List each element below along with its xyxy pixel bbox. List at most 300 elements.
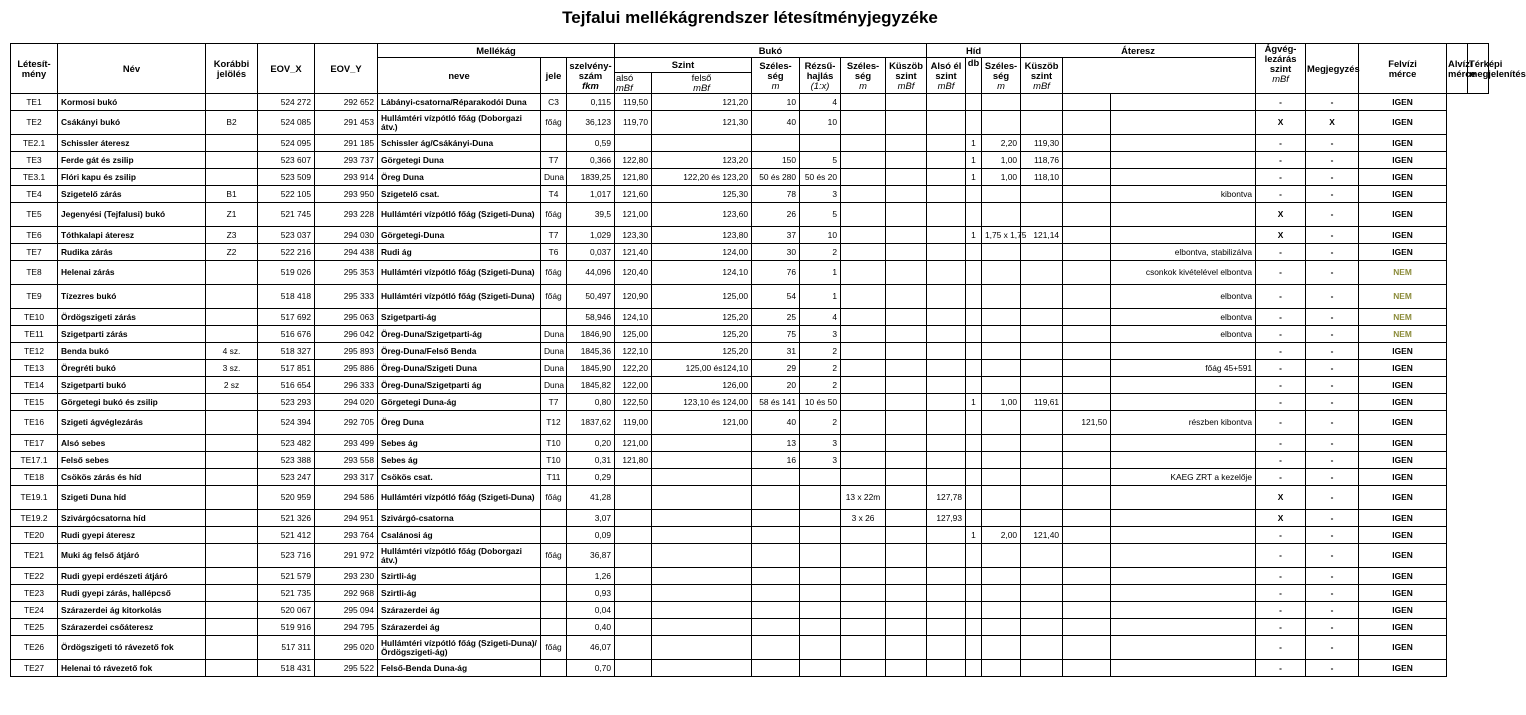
cell-terkepi: IGEN — [1359, 469, 1447, 486]
cell-alvizi: - — [1306, 619, 1359, 636]
cell-megjegyzes — [1111, 203, 1256, 227]
table-header — [11, 43, 1526, 94]
cell-hid-also-el — [927, 227, 966, 244]
cell-letesitmeny: TE12 — [11, 343, 58, 360]
cell-eov-y: 292 705 — [315, 411, 378, 435]
cell-felvizi: - — [1256, 377, 1306, 394]
cell-felvizi: - — [1256, 636, 1306, 660]
table-row — [11, 111, 1489, 135]
cell-szint-also: 119,50 — [615, 94, 652, 111]
group-mellekag: Mellékág — [378, 44, 615, 58]
cell-felvizi: - — [1256, 343, 1306, 360]
cell-szint-felso: 123,10 és 124,00 — [652, 394, 752, 411]
cell-szint-also: 120,90 — [615, 285, 652, 309]
cell-szelvenyszam: 0,31 — [567, 452, 615, 469]
table-row — [11, 602, 1489, 619]
cell-ateresz-db — [966, 660, 982, 677]
cell-megjegyzes — [1111, 377, 1256, 394]
cell-buko-szelesseg: 75 — [752, 326, 800, 343]
cell-agveglezaras — [1063, 186, 1111, 203]
cell-korabbi — [206, 527, 258, 544]
cell-rezsuhajlas: 2 — [800, 244, 841, 261]
cell-jele: főág — [541, 486, 567, 510]
cell-nev: Szigeti ágvéglezárás — [58, 411, 206, 435]
cell-nev: Jegenyési (Tejfalusi) bukó — [58, 203, 206, 227]
cell-nev: Szigetelő zárás — [58, 186, 206, 203]
cell-megjegyzes: elbontva — [1111, 285, 1256, 309]
cell-ateresz-kuszob — [1021, 360, 1063, 377]
cell-agveglezaras — [1063, 510, 1111, 527]
cell-ateresz-szelesseg — [982, 343, 1021, 360]
cell-felvizi: X — [1256, 227, 1306, 244]
cell-jele: T7 — [541, 152, 567, 169]
cell-szint-felso — [652, 135, 752, 152]
cell-agveglezaras — [1063, 544, 1111, 568]
cell-korabbi — [206, 152, 258, 169]
cell-ateresz-szelesseg — [982, 486, 1021, 510]
cell-korabbi — [206, 619, 258, 636]
cell-felvizi: - — [1256, 568, 1306, 585]
cell-letesitmeny: TE4 — [11, 186, 58, 203]
cell-eov-x: 521 745 — [258, 203, 315, 227]
cell-megjegyzes: elbontva, stabilizálva — [1111, 244, 1256, 261]
cell-felvizi: - — [1256, 135, 1306, 152]
cell-ateresz-kuszob: 118,76 — [1021, 152, 1063, 169]
cell-szint-also — [615, 660, 652, 677]
cell-hid-szelesseg — [841, 343, 886, 360]
cell-ateresz-szelesseg — [982, 203, 1021, 227]
cell-alvizi: - — [1306, 152, 1359, 169]
table-row — [11, 510, 1489, 527]
cell-terkepi: IGEN — [1359, 568, 1447, 585]
cell-jele: T7 — [541, 394, 567, 411]
cell-hid-also-el — [927, 261, 966, 285]
cell-jele: Duna — [541, 360, 567, 377]
cell-terkepi: IGEN — [1359, 186, 1447, 203]
cell-eov-y: 295 333 — [315, 285, 378, 309]
cell-alvizi: - — [1306, 135, 1359, 152]
cell-szint-also — [615, 636, 652, 660]
col-eov-x: EOV_X — [258, 44, 315, 94]
cell-megjegyzes: elbontva — [1111, 326, 1256, 343]
cell-jele: T6 — [541, 244, 567, 261]
cell-korabbi — [206, 452, 258, 469]
cell-buko-szelesseg — [752, 568, 800, 585]
cell-eov-x: 523 509 — [258, 169, 315, 186]
table-row — [11, 411, 1489, 435]
cell-jele: C3 — [541, 94, 567, 111]
cell-szint-also — [615, 602, 652, 619]
cell-szelvenyszam: 1839,25 — [567, 169, 615, 186]
cell-ateresz-db — [966, 309, 982, 326]
cell-buko-szelesseg: 26 — [752, 203, 800, 227]
cell-nev: Ördögszigeti tó rávezető fok — [58, 636, 206, 660]
col-felvizi-merce: Felvízi mérce — [1359, 44, 1447, 94]
cell-letesitmeny: TE9 — [11, 285, 58, 309]
cell-korabbi — [206, 394, 258, 411]
cell-felvizi: - — [1256, 544, 1306, 568]
table-row — [11, 326, 1489, 343]
cell-ateresz-db — [966, 186, 982, 203]
cell-terkepi: IGEN — [1359, 619, 1447, 636]
cell-mellekag-neve: Szigetparti-ág — [378, 309, 541, 326]
cell-mellekag-neve: Hullámtéri vízpótló főág (Doborgazi átv.) — [378, 544, 541, 568]
cell-ateresz-szelesseg — [982, 452, 1021, 469]
cell-szint-felso — [652, 585, 752, 602]
cell-letesitmeny: TE17 — [11, 435, 58, 452]
cell-szint-felso: 123,80 — [652, 227, 752, 244]
cell-eov-y: 293 228 — [315, 203, 378, 227]
cell-hid-kuszob — [886, 660, 927, 677]
cell-terkepi: IGEN — [1359, 544, 1447, 568]
cell-korabbi — [206, 602, 258, 619]
cell-eov-y: 293 737 — [315, 152, 378, 169]
cell-hid-szelesseg — [841, 636, 886, 660]
cell-mellekag-neve: Görgetegi Duna-ág — [378, 394, 541, 411]
cell-hid-kuszob — [886, 111, 927, 135]
cell-korabbi: B1 — [206, 186, 258, 203]
cell-szelvenyszam: 36,87 — [567, 544, 615, 568]
cell-rezsuhajlas — [800, 660, 841, 677]
cell-letesitmeny: TE14 — [11, 377, 58, 394]
cell-nev: Csákányi bukó — [58, 111, 206, 135]
cell-eov-x: 516 654 — [258, 377, 315, 394]
cell-korabbi — [206, 94, 258, 111]
cell-ateresz-db — [966, 452, 982, 469]
cell-megjegyzes — [1111, 435, 1256, 452]
cell-buko-szelesseg: 150 — [752, 152, 800, 169]
cell-felvizi: - — [1256, 326, 1306, 343]
cell-buko-szelesseg: 50 és 280 — [752, 169, 800, 186]
cell-agveglezaras — [1063, 203, 1111, 227]
table-row — [11, 135, 1489, 152]
cell-ateresz-db: 1 — [966, 169, 982, 186]
table-row — [11, 377, 1489, 394]
cell-megjegyzes — [1111, 602, 1256, 619]
cell-szelvenyszam: 0,93 — [567, 585, 615, 602]
cell-hid-kuszob — [886, 568, 927, 585]
cell-ateresz-szelesseg: 2,20 — [982, 135, 1021, 152]
cell-terkepi: IGEN — [1359, 169, 1447, 186]
cell-szint-felso — [652, 602, 752, 619]
cell-szelvenyszam: 1837,62 — [567, 411, 615, 435]
col-szint-felso-unit: mBf — [693, 82, 710, 93]
cell-letesitmeny: TE6 — [11, 227, 58, 244]
cell-szint-also — [615, 135, 652, 152]
table-row — [11, 343, 1489, 360]
cell-hid-kuszob — [886, 544, 927, 568]
cell-alvizi: - — [1306, 227, 1359, 244]
cell-hid-szelesseg — [841, 285, 886, 309]
cell-szint-also: 121,40 — [615, 244, 652, 261]
cell-ateresz-db — [966, 585, 982, 602]
cell-mellekag-neve: Görgetegi Duna — [378, 152, 541, 169]
cell-megjegyzes: főág 45+591 — [1111, 360, 1256, 377]
cell-szint-also: 121,60 — [615, 186, 652, 203]
cell-eov-y: 291 453 — [315, 111, 378, 135]
col-nev: Név — [58, 44, 206, 94]
cell-agveglezaras — [1063, 636, 1111, 660]
cell-szint-felso: 125,30 — [652, 186, 752, 203]
cell-agveglezaras — [1063, 360, 1111, 377]
cell-eov-x: 521 735 — [258, 585, 315, 602]
cell-jele — [541, 585, 567, 602]
cell-mellekag-neve: Lábányi-csatorna/Réparakodói Duna — [378, 94, 541, 111]
cell-letesitmeny: TE23 — [11, 585, 58, 602]
cell-jele: Duna — [541, 377, 567, 394]
cell-terkepi: NEM — [1359, 285, 1447, 309]
cell-ateresz-db — [966, 261, 982, 285]
col-hid-also-el-szint — [927, 58, 966, 94]
cell-letesitmeny: TE7 — [11, 244, 58, 261]
cell-ateresz-db — [966, 486, 982, 510]
cell-szelvenyszam: 0,29 — [567, 469, 615, 486]
cell-terkepi: IGEN — [1359, 527, 1447, 544]
cell-letesitmeny: TE18 — [11, 469, 58, 486]
cell-rezsuhajlas — [800, 510, 841, 527]
cell-felvizi: - — [1256, 94, 1306, 111]
cell-hid-kuszob — [886, 309, 927, 326]
cell-eov-y: 295 893 — [315, 343, 378, 360]
cell-terkepi: IGEN — [1359, 602, 1447, 619]
cell-ateresz-szelesseg — [982, 568, 1021, 585]
cell-agveglezaras — [1063, 227, 1111, 244]
cell-eov-x: 520 959 — [258, 486, 315, 510]
cell-ateresz-szelesseg: 1,75 x 1,75 — [982, 227, 1021, 244]
cell-mellekag-neve: Hullámtéri vízpótló főág (Szigeti-Duna) — [378, 261, 541, 285]
cell-rezsuhajlas: 3 — [800, 452, 841, 469]
cell-mellekag-neve: Hullámtéri vízpótló főág (Doborgazi átv.) — [378, 111, 541, 135]
cell-alvizi: - — [1306, 244, 1359, 261]
cell-letesitmeny: TE20 — [11, 527, 58, 544]
cell-hid-also-el — [927, 135, 966, 152]
cell-hid-kuszob — [886, 244, 927, 261]
cell-letesitmeny: TE21 — [11, 544, 58, 568]
cell-hid-szelesseg — [841, 152, 886, 169]
cell-ateresz-szelesseg: 2,00 — [982, 527, 1021, 544]
cell-szint-felso: 123,60 — [652, 203, 752, 227]
cell-ateresz-db — [966, 435, 982, 452]
cell-megjegyzes — [1111, 636, 1256, 660]
cell-ateresz-szelesseg — [982, 377, 1021, 394]
cell-terkepi: IGEN — [1359, 486, 1447, 510]
cell-hid-szelesseg — [841, 135, 886, 152]
cell-buko-szelesseg — [752, 636, 800, 660]
cell-mellekag-neve: Rudi ág — [378, 244, 541, 261]
cell-hid-kuszob — [886, 152, 927, 169]
cell-megjegyzes — [1111, 111, 1256, 135]
cell-ateresz-db — [966, 203, 982, 227]
cell-mellekag-neve: Szirtli-ág — [378, 568, 541, 585]
cell-terkepi: IGEN — [1359, 343, 1447, 360]
cell-szint-also: 121,00 — [615, 435, 652, 452]
col-hid-also-el-unit: mBf — [937, 79, 955, 91]
table-row — [11, 285, 1489, 309]
cell-eov-x: 518 327 — [258, 343, 315, 360]
cell-ateresz-db — [966, 244, 982, 261]
cell-hid-kuszob — [886, 135, 927, 152]
cell-terkepi: IGEN — [1359, 452, 1447, 469]
table-row — [11, 169, 1489, 186]
cell-szint-felso: 124,00 — [652, 244, 752, 261]
cell-hid-kuszob — [886, 527, 927, 544]
cell-ateresz-db — [966, 411, 982, 435]
cell-ateresz-kuszob — [1021, 660, 1063, 677]
cell-eov-x: 523 482 — [258, 435, 315, 452]
cell-eov-x: 521 412 — [258, 527, 315, 544]
cell-nev: Csökös zárás és híd — [58, 469, 206, 486]
cell-letesitmeny: TE15 — [11, 394, 58, 411]
cell-szint-also: 119,00 — [615, 411, 652, 435]
cell-hid-szelesseg — [841, 544, 886, 568]
cell-buko-szelesseg — [752, 660, 800, 677]
cell-ateresz-kuszob — [1021, 568, 1063, 585]
cell-hid-szelesseg — [841, 568, 886, 585]
cell-korabbi: Z3 — [206, 227, 258, 244]
cell-szint-also: 122,50 — [615, 394, 652, 411]
group-hid: Híd — [927, 44, 1021, 58]
cell-mellekag-neve: Csökös csat. — [378, 469, 541, 486]
cell-rezsuhajlas — [800, 585, 841, 602]
cell-terkepi: IGEN — [1359, 111, 1447, 135]
cell-buko-szelesseg: 40 — [752, 411, 800, 435]
cell-megjegyzes: részben kibontva — [1111, 411, 1256, 435]
cell-alvizi: - — [1306, 510, 1359, 527]
cell-hid-kuszob — [886, 435, 927, 452]
cell-felvizi: - — [1256, 244, 1306, 261]
cell-terkepi: NEM — [1359, 261, 1447, 285]
table-row — [11, 203, 1489, 227]
cell-szint-felso — [652, 452, 752, 469]
cell-terkepi: IGEN — [1359, 135, 1447, 152]
cell-szint-felso — [652, 619, 752, 636]
facility-table-container — [10, 43, 1526, 677]
cell-rezsuhajlas — [800, 527, 841, 544]
cell-megjegyzes: kibontva — [1111, 186, 1256, 203]
cell-nev: Schissler áteresz — [58, 135, 206, 152]
cell-megjegyzes — [1111, 544, 1256, 568]
cell-nev: Kormosi bukó — [58, 94, 206, 111]
cell-ateresz-db — [966, 326, 982, 343]
cell-buko-szelesseg: 10 — [752, 94, 800, 111]
cell-felvizi: - — [1256, 435, 1306, 452]
cell-felvizi: X — [1256, 486, 1306, 510]
cell-alvizi: - — [1306, 469, 1359, 486]
cell-buko-szelesseg: 78 — [752, 186, 800, 203]
cell-mellekag-neve: Hullámtéri vízpótló főág (Szigeti-Duna)/Ördögszigeti-ág) — [378, 636, 541, 660]
cell-rezsuhajlas: 1 — [800, 261, 841, 285]
cell-jele: Duna — [541, 343, 567, 360]
cell-hid-kuszob — [886, 203, 927, 227]
cell-hid-szelesseg — [841, 527, 886, 544]
cell-szint-felso: 124,10 — [652, 261, 752, 285]
cell-eov-x: 523 716 — [258, 544, 315, 568]
cell-eov-y: 293 499 — [315, 435, 378, 452]
cell-nev: Flóri kapu és zsilip — [58, 169, 206, 186]
cell-szint-also: 122,80 — [615, 152, 652, 169]
cell-agveglezaras — [1063, 169, 1111, 186]
cell-ateresz-szelesseg: 1,00 — [982, 394, 1021, 411]
cell-korabbi: B2 — [206, 111, 258, 135]
cell-rezsuhajlas: 2 — [800, 343, 841, 360]
cell-ateresz-db — [966, 469, 982, 486]
cell-buko-szelesseg — [752, 585, 800, 602]
cell-ateresz-kuszob — [1021, 435, 1063, 452]
cell-megjegyzes — [1111, 619, 1256, 636]
cell-hid-szelesseg — [841, 261, 886, 285]
cell-agveglezaras — [1063, 486, 1111, 510]
cell-buko-szelesseg: 40 — [752, 111, 800, 135]
cell-eov-y: 293 764 — [315, 527, 378, 544]
col-ateresz-kuszobszint — [1021, 58, 1063, 94]
cell-eov-x: 519 026 — [258, 261, 315, 285]
cell-agveglezaras — [1063, 326, 1111, 343]
cell-felvizi: X — [1256, 510, 1306, 527]
cell-nev: Rudi gyepi áteresz — [58, 527, 206, 544]
cell-hid-kuszob — [886, 343, 927, 360]
cell-rezsuhajlas: 2 — [800, 377, 841, 394]
cell-letesitmeny: TE19.1 — [11, 486, 58, 510]
table-row — [11, 568, 1489, 585]
cell-nev: Szigetparti bukó — [58, 377, 206, 394]
cell-jele: főág — [541, 544, 567, 568]
cell-eov-y: 291 185 — [315, 135, 378, 152]
cell-ateresz-kuszob — [1021, 619, 1063, 636]
cell-letesitmeny: TE16 — [11, 411, 58, 435]
cell-alvizi: - — [1306, 585, 1359, 602]
cell-korabbi: Z2 — [206, 244, 258, 261]
cell-eov-x: 521 326 — [258, 510, 315, 527]
cell-buko-szelesseg — [752, 602, 800, 619]
cell-korabbi — [206, 585, 258, 602]
cell-szelvenyszam: 1,26 — [567, 568, 615, 585]
col-szelvenyszam — [567, 58, 615, 94]
cell-agveglezaras — [1063, 619, 1111, 636]
cell-szint-felso: 122,20 és 123,20 — [652, 169, 752, 186]
cell-agveglezaras — [1063, 343, 1111, 360]
cell-szint-also — [615, 486, 652, 510]
cell-szelvenyszam: 0,09 — [567, 527, 615, 544]
cell-szint-also: 122,20 — [615, 360, 652, 377]
cell-ateresz-kuszob — [1021, 377, 1063, 394]
cell-mellekag-neve: Szárazerdei ág — [378, 619, 541, 636]
cell-megjegyzes — [1111, 585, 1256, 602]
cell-hid-szelesseg — [841, 394, 886, 411]
cell-eov-y: 294 586 — [315, 486, 378, 510]
cell-szint-felso — [652, 435, 752, 452]
table-row — [11, 227, 1489, 244]
cell-hid-kuszob — [886, 94, 927, 111]
cell-hid-kuszob — [886, 394, 927, 411]
cell-megjegyzes — [1111, 169, 1256, 186]
cell-megjegyzes — [1111, 343, 1256, 360]
cell-ateresz-szelesseg — [982, 261, 1021, 285]
cell-szint-felso — [652, 544, 752, 568]
cell-megjegyzes — [1111, 394, 1256, 411]
cell-hid-szelesseg — [841, 94, 886, 111]
table-row — [11, 486, 1489, 510]
cell-eov-x: 523 388 — [258, 452, 315, 469]
cell-nev: Rudi gyepi zárás, hallépcső — [58, 585, 206, 602]
cell-hid-szelesseg — [841, 469, 886, 486]
cell-ateresz-kuszob — [1021, 309, 1063, 326]
cell-eov-y: 294 438 — [315, 244, 378, 261]
cell-szint-felso — [652, 660, 752, 677]
cell-ateresz-kuszob — [1021, 469, 1063, 486]
cell-szint-felso: 125,20 — [652, 326, 752, 343]
cell-felvizi: - — [1256, 660, 1306, 677]
cell-mellekag-neve: Öreg-Duna/Szigetparti-ág — [378, 326, 541, 343]
